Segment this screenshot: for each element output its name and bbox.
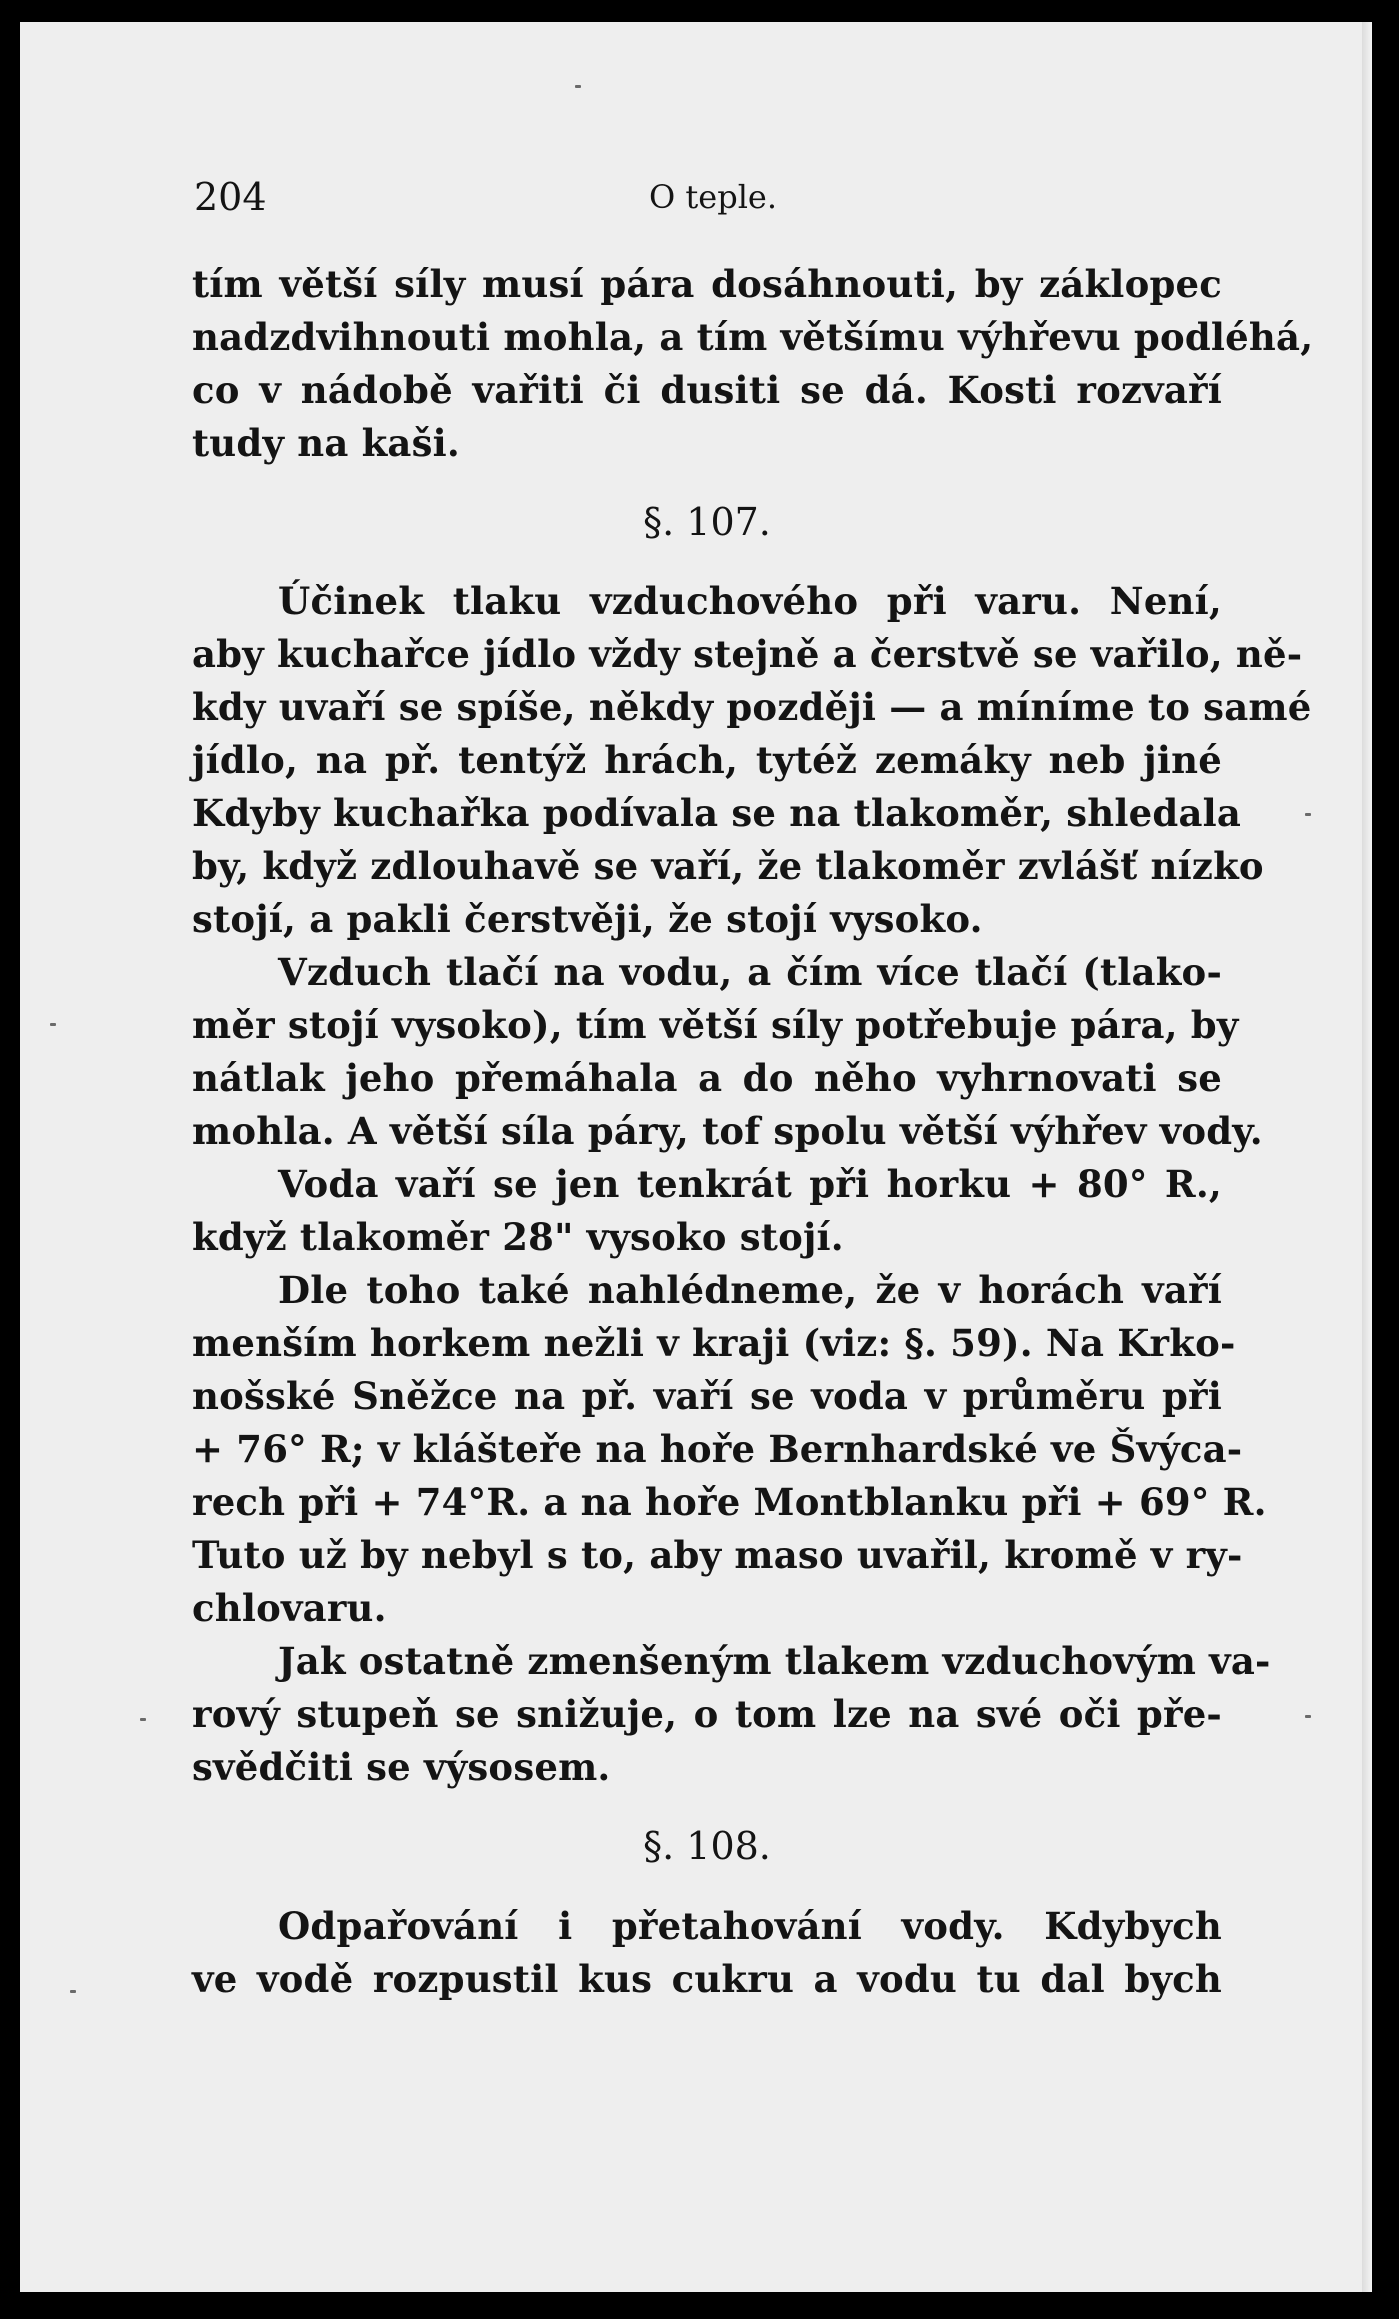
text-line: tím větší síly musí pára dosáhnouti, by záklopec: [192, 262, 1222, 306]
text-line: chlovaru.: [192, 1586, 387, 1630]
section-108-paragraph-1: [192, 1900, 1222, 2006]
section-107-paragraph-2: [192, 946, 1263, 1158]
section-heading-107: §. 107.: [643, 500, 771, 544]
scan-speck: [140, 1718, 146, 1721]
text-line: Dle toho také nahlédneme, že v horách vaří: [278, 1268, 1222, 1312]
text-line: kdy uvaří se spíše, někdy později — a míníme to samé: [192, 685, 1312, 729]
text-line: Vzduch tlačí na vodu, a čím více tlačí (tlako-: [278, 950, 1222, 994]
text-line: by, když zdlouhavě se vaří, že tlakoměr zvlášť nízko: [192, 844, 1264, 888]
section-title-continuation: Kdybych: [1044, 1904, 1222, 1948]
text-line: co v nádobě vařiti či dusiti se dá. Kosti rozvaří: [192, 368, 1222, 412]
section-107-paragraph-5: [192, 1635, 1271, 1794]
scan-speck: [1305, 813, 1311, 816]
text-line: Tuto už by nebyl s to, aby maso uvařil, kromě v ry-: [192, 1533, 1243, 1577]
text-line: rech při + 74°R. a na hoře Montblanku při + 69° R.: [192, 1480, 1267, 1524]
text-line: měr stojí vysoko), tím větší síly potřebuje pára, by: [192, 1003, 1239, 1047]
text-line: aby kuchařce jídlo vždy stejně a čerstvě se vařilo, ně-: [192, 632, 1303, 676]
section-title-line: [192, 575, 1222, 628]
text-line: nátlak jeho přemáhala a do něho vyhrnovati se: [192, 1056, 1222, 1100]
page-edge-shadow: [1362, 22, 1372, 2292]
text-line: Kdyby kuchařka podívala se na tlakoměr, shledala: [192, 791, 1242, 835]
scan-speck: [70, 1990, 76, 1993]
section-heading-108: §. 108.: [643, 1824, 771, 1868]
text-line: rový stupeň se snižuje, o tom lze na své oči pře-: [192, 1692, 1222, 1736]
section-107-paragraph-4: [192, 1264, 1267, 1635]
running-head: [194, 172, 1224, 222]
text-line: menším horkem nežli v kraji (viz: §. 59). Na Krko-: [192, 1321, 1236, 1365]
section-title-line: [192, 1900, 1222, 1953]
text-line: ve vodě rozpustil kus cukru a vodu tu dal bych: [192, 1957, 1222, 2001]
section-title-continuation: Není,: [1109, 579, 1222, 623]
text-line: stojí, a pakli čerstvěji, že stojí vysoko.: [192, 897, 983, 941]
text-line: Voda vaří se jen tenkrát při horku + 80° R.,: [278, 1162, 1222, 1206]
section-107-paragraph-3: [192, 1158, 1222, 1264]
text-line: tudy na kaši.: [192, 421, 460, 465]
scan-speck: [50, 1023, 56, 1026]
text-line: nošské Sněžce na př. vaří se voda v průměru při: [192, 1374, 1222, 1418]
text-line: Jak ostatně zmenšeným tlakem vzduchovým va-: [278, 1639, 1271, 1683]
section-title-107: Účinek tlaku vzduchového při varu.: [278, 579, 1082, 623]
scan-speck: [575, 85, 581, 88]
running-head-title: O teple.: [649, 178, 778, 216]
section-title-108: Odpařování i přetahování vody.: [278, 1904, 1005, 1948]
text-line: + 76° R; v klášteře na hoře Bernhardské ve Švýca-: [192, 1427, 1243, 1471]
text-line: jídlo, na př. tentýž hrách, tytéž zemáky neb jiné: [192, 738, 1222, 782]
paragraph-continuation: [192, 258, 1314, 470]
text-line: nadzdvihnouti mohla, a tím většímu výhřevu podléhá,: [192, 315, 1314, 359]
page-number: 204: [194, 175, 267, 219]
section-107-paragraph-1: [192, 575, 1312, 946]
text-line: když tlakoměr 28" vysoko stojí.: [192, 1215, 844, 1259]
scan-speck: [1305, 1715, 1311, 1718]
text-line: svědčiti se výsosem.: [192, 1745, 611, 1789]
text-line: mohla. A větší síla páry, tof spolu větší výhřev vody.: [192, 1109, 1263, 1153]
